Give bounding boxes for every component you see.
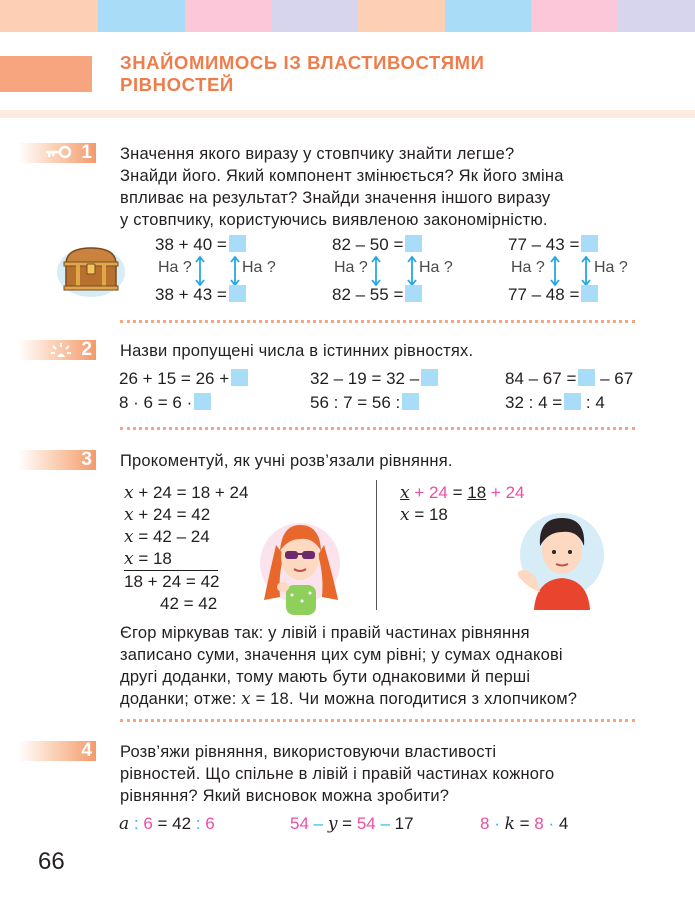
difference-label: На ? — [242, 259, 276, 276]
text-line: рівняння? Який висновок можна зробити? — [120, 787, 450, 805]
expression-text: 77 – 43 = — [508, 235, 580, 254]
expression-top — [155, 234, 246, 256]
title-line: ЗНАЙОМИМОСЬ ІЗ ВЛАСТИВОСТЯМИ — [120, 52, 485, 73]
equality — [119, 368, 248, 390]
equality — [505, 368, 633, 390]
text-line: Знайди його. Який компонент змінюється? Як його зміна — [120, 167, 564, 185]
number: 4 — [558, 814, 569, 833]
plus-sign: + — [409, 483, 429, 502]
task-number: 1 — [81, 142, 92, 163]
task-4-text — [120, 741, 640, 807]
number: 18 — [467, 483, 487, 502]
double-arrow-icon — [550, 255, 560, 287]
stripe — [358, 0, 445, 32]
section-divider — [120, 427, 635, 430]
task-4-tab — [18, 741, 96, 761]
operator: · — [543, 814, 559, 833]
expression-text: 82 – 50 = — [332, 235, 404, 254]
expression-text: 77 – 48 = — [508, 285, 580, 304]
stripe — [271, 0, 358, 32]
variable: a — [119, 814, 130, 834]
answer-box[interactable] — [231, 369, 248, 386]
number: 54 — [356, 814, 376, 833]
equality — [505, 392, 605, 414]
page-number: 66 — [38, 848, 65, 875]
stripe — [531, 0, 617, 32]
boy-illustration — [512, 500, 607, 610]
number: 6 — [143, 814, 153, 833]
difference-label: На ? — [594, 259, 628, 276]
variable: x — [124, 483, 134, 503]
girl-illustration — [258, 505, 343, 615]
column-separator — [376, 480, 377, 610]
double-arrow-icon — [195, 255, 205, 287]
expression-text: + 24 = 18 + 24 — [133, 483, 249, 502]
equals-sign: = — [447, 483, 468, 502]
operator: : — [129, 814, 144, 833]
expression-text: 82 – 55 = — [332, 285, 404, 304]
number: 17 — [394, 814, 414, 833]
stripe — [445, 0, 531, 32]
expression-text: 26 + 15 = 26 + — [119, 369, 230, 388]
page-title — [120, 52, 570, 96]
lightbulb-icon — [50, 341, 72, 359]
answer-box[interactable] — [405, 285, 422, 302]
double-arrow-icon — [581, 255, 591, 287]
number: 8 — [480, 814, 490, 833]
check-line: 18 + 24 = 42 — [124, 572, 220, 591]
text-line: Значення якого виразу у стовпчику знайти легше? — [120, 145, 515, 163]
answer-box[interactable] — [402, 393, 419, 410]
answer-box[interactable] — [194, 393, 211, 410]
expression-top — [332, 234, 422, 256]
section-divider — [120, 320, 635, 323]
solution-line — [124, 482, 248, 504]
equation-2 — [290, 813, 414, 835]
expression-bottom — [508, 284, 598, 306]
task-3-tab — [18, 450, 96, 470]
expression-text: 32 – 19 = 32 – — [310, 369, 420, 388]
expression-text: – 67 — [600, 369, 634, 388]
stripe — [185, 0, 271, 32]
text-line: у стовпчику, користуючись виявленою закономірністю. — [120, 211, 548, 229]
number: 54 — [290, 814, 309, 833]
answer-box[interactable] — [229, 235, 246, 252]
plus-sign: + — [486, 483, 506, 502]
answer-box[interactable] — [578, 369, 595, 386]
equality — [119, 392, 211, 414]
number: 24 — [428, 483, 448, 502]
expression-text: 56 : 7 = 56 : — [310, 393, 401, 412]
text-line: Розв’яжи рівняння, використовуючи властивості — [120, 743, 497, 761]
task-3-reasoning — [120, 622, 640, 710]
boy-solution — [400, 482, 524, 526]
key-icon — [44, 145, 72, 159]
task-3-text: Прокоментуй, як учні розв’язали рівняння. — [120, 452, 453, 470]
stripe — [0, 0, 98, 32]
double-arrow-icon — [230, 255, 240, 287]
equation-3 — [480, 813, 568, 835]
text-part: = 18. Чи можна погодитися з хлопчиком? — [250, 690, 578, 708]
stripe — [98, 0, 185, 32]
answer-box[interactable] — [229, 285, 246, 302]
expression-text: = — [337, 814, 357, 833]
text-line: записано суми, значення цих сум рівні; у сумах однакові — [120, 646, 563, 664]
expression-text: = 42 — [152, 814, 196, 833]
title-underline — [0, 110, 695, 118]
variable: x — [241, 689, 251, 708]
solution-line — [124, 526, 248, 548]
expression-text: 38 + 43 = — [155, 285, 227, 304]
equation-1 — [119, 813, 215, 835]
text-line: рівностей. Що спільне в лівій і правій частинах кожного — [120, 765, 555, 783]
expression-bottom — [155, 284, 246, 306]
operator: · — [489, 814, 505, 833]
double-arrow-icon — [407, 255, 417, 287]
variable: x — [124, 549, 134, 569]
girl-solution — [124, 482, 248, 615]
expression-text: = 42 – 24 — [133, 527, 210, 546]
check-line: 42 = 42 — [160, 594, 218, 613]
text-line: Єгор міркував так: у лівій і правій частинах рівняння — [120, 624, 530, 642]
expression-text: = 18 — [133, 549, 172, 568]
text-line: другі доданки, тому мають бути однаковими й перші — [120, 668, 531, 686]
expression-top — [508, 234, 598, 256]
text-line — [120, 688, 640, 710]
expression-text: 8 · 6 = 6 · — [119, 393, 193, 412]
difference-label: На ? — [511, 259, 545, 276]
task-number: 2 — [81, 339, 92, 360]
variable: x — [124, 505, 134, 525]
variable: k — [504, 814, 515, 834]
answer-box[interactable] — [564, 393, 581, 410]
operator: – — [375, 814, 395, 833]
number: 8 — [534, 814, 544, 833]
task-number: 3 — [81, 449, 92, 470]
number: 24 — [505, 483, 525, 502]
answer-box[interactable] — [581, 285, 598, 302]
text-part: доданки; отже: — [120, 690, 242, 708]
title-line: РІВНОСТЕЙ — [120, 74, 234, 95]
title-accent-bar — [0, 56, 92, 92]
answer-box[interactable] — [581, 235, 598, 252]
solution-line — [400, 504, 524, 526]
answer-box[interactable] — [405, 235, 422, 252]
expression-text: 84 – 67 = — [505, 369, 577, 388]
variable: x — [124, 527, 134, 547]
equality — [310, 368, 438, 390]
task-1-tab — [18, 143, 96, 163]
difference-label: На ? — [419, 259, 453, 276]
equality — [310, 392, 419, 414]
variable: x — [400, 505, 410, 525]
operator: – — [308, 814, 328, 833]
expression-bottom — [332, 284, 422, 306]
double-arrow-icon — [371, 255, 381, 287]
difference-label: На ? — [334, 259, 368, 276]
variable: x — [400, 483, 410, 503]
expression-text: + 24 = 42 — [133, 505, 211, 524]
task-2-text: Назви пропущені числа в істинних рівностях. — [120, 342, 474, 360]
solution-line — [124, 504, 248, 526]
treasure-chest-illustration — [56, 238, 126, 298]
answer-box[interactable] — [421, 369, 438, 386]
number: 6 — [205, 814, 215, 833]
expression-text: = — [514, 814, 535, 833]
difference-label: На ? — [158, 259, 192, 276]
expression-text: 38 + 40 = — [155, 235, 227, 254]
task-2-tab — [18, 340, 96, 360]
task-1-text — [120, 143, 640, 231]
solution-line — [124, 548, 218, 571]
task-number: 4 — [81, 740, 92, 761]
expression-text: = 18 — [409, 505, 448, 524]
expression-text: : 4 — [585, 393, 605, 412]
operator: : — [195, 814, 206, 833]
stripe — [617, 0, 695, 32]
variable: y — [327, 814, 338, 834]
solution-line — [400, 482, 524, 504]
section-divider — [120, 719, 635, 722]
expression-text: 32 : 4 = — [505, 393, 563, 412]
text-line: впливає на результат? Знайди значення іншого виразу — [120, 189, 551, 207]
